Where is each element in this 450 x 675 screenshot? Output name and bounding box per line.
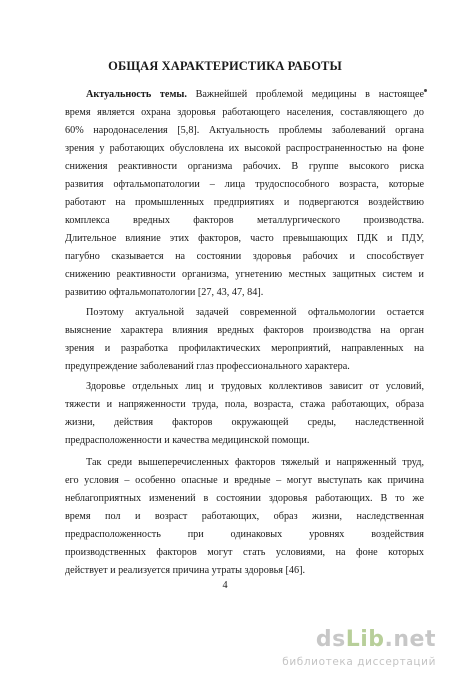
page-title: ОБЩАЯ ХАРАКТЕРИСТИКА РАБОТЫ [108, 59, 342, 73]
paragraph-1-line-7: работают на промышленных предприятиях и подвергаются воздействию [65, 197, 424, 208]
paragraph-1-line-6: развития офтальмопатологии – лица трудоспособного возраста, которые [65, 179, 424, 190]
page-number: 4 [222, 580, 228, 591]
paragraph-2-line-1: Поэтому актуальной задачей современной офтальмологии остается [86, 307, 424, 318]
paragraph-4-line-2: его условия – особенно опасные и вредные – могут выступать как причина [65, 475, 424, 486]
dslib-watermark [266, 627, 436, 671]
paragraph-1-line-1-text: Важнейшей проблемой медицины в настоящее [186, 89, 424, 100]
paragraph-1-line-1 [86, 88, 424, 102]
dslib-logo [316, 627, 436, 652]
paragraph-1-line-11: снижению реактивности организма, угнетению местных защитных систем и [65, 269, 424, 280]
paragraph-2-line-2: выяснение характера влияния вредных факторов производства на орган [65, 325, 424, 336]
paragraph-1-line-12: развитию офтальмопатологии [27, 43, 47, 84]. [65, 287, 264, 298]
margin-dot-mark [424, 89, 427, 92]
paragraph-4-line-6: производственных факторов могут стать условиями, на фоне которых [65, 547, 424, 558]
watermark-subtitle: библиотека диссертаций [282, 656, 436, 668]
paragraph-1-line-4: зрения у работающих обусловлена их высокой распространенностью на фоне [65, 143, 424, 154]
paragraph-2-line-3: зрения и разработка профилактических мероприятий, направленных на [65, 343, 424, 354]
paragraph-4-line-3: неблагоприятных изменений в состоянии здоровья работающих. В то же [65, 493, 424, 504]
paragraph-1-line-8: комплекса вредных факторов металлургического производства. [65, 215, 424, 226]
paragraph-3-line-2: тяжести и напряженности труда, пола, возраста, стажа работающих, образа [65, 399, 424, 410]
paragraph-4-line-1: Так среди вышеперечисленных факторов тяжелый и напряженный труд, [86, 457, 424, 468]
paragraph-1-line-3: 60% народонаселения [5,8]. Актуальность проблемы заболеваний органа [65, 125, 424, 136]
logo-part-net: .net [384, 627, 436, 652]
paragraph-3-line-3: жизни, действия факторов окружающей среды, наследственной [65, 417, 424, 428]
paragraph-4-line-7: действует и реализуется причина утраты здоровья [46]. [65, 565, 306, 576]
paragraph-1-label: Актуальность темы. [86, 89, 187, 100]
paragraph-2-line-4: предупреждение заболеваний глаз профессионального характера. [65, 361, 350, 372]
paragraph-3-line-4: предрасположенности и качества медицинской помощи. [65, 435, 310, 446]
paragraph-1-line-9: Длительное влияние этих факторов, часто превышающих ПДК и ПДУ, [65, 233, 424, 244]
paragraph-1-line-5: снижения реактивности организма рабочих. В группе высокого риска [65, 161, 424, 172]
paragraph-1-line-10: пагубно сказывается на состоянии здоровья рабочих и способствует [65, 251, 424, 262]
logo-part-lib: Lib [345, 627, 385, 652]
paragraph-4-line-4: время пол и возраст работающих, образ жизни, наследственная [65, 511, 424, 522]
paragraph-1-line-2: время является охрана здоровья работающего населения, составляющего до [65, 107, 424, 118]
paragraph-4-line-5: предрасположенность при одинаковых уровнях воздействия [65, 529, 424, 540]
logo-part-ds: ds [315, 627, 346, 652]
paragraph-3-line-1: Здоровье отдельных лиц и трудовых коллективов зависит от условий, [86, 381, 424, 392]
